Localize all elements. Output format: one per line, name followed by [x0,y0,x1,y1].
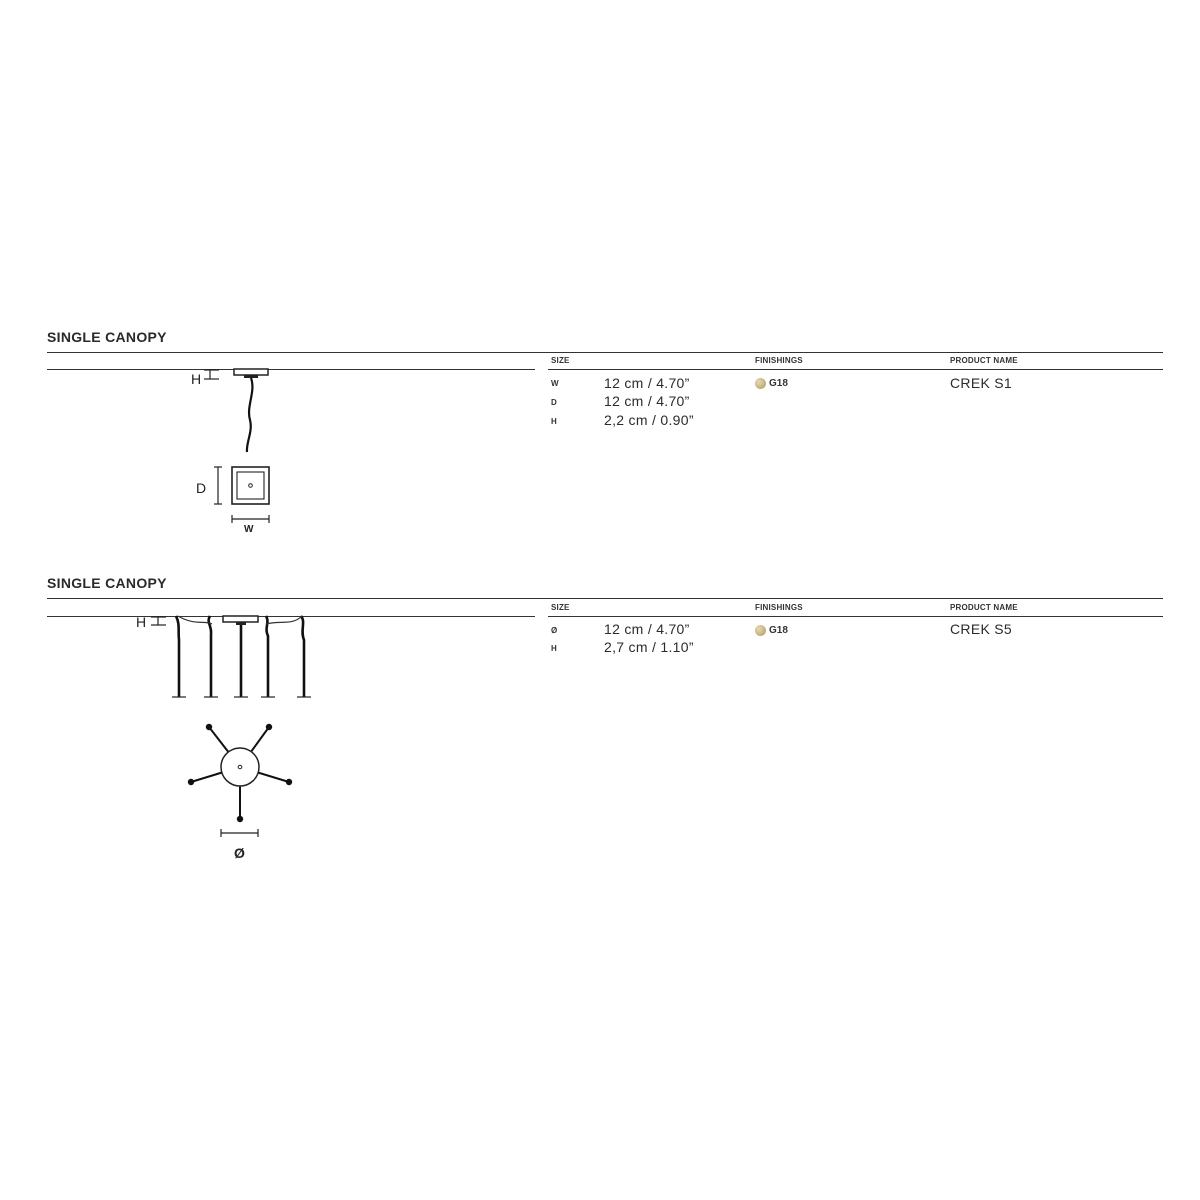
finishings-header: FINISHINGS [755,356,803,365]
width-label: W [244,524,254,535]
canopy-side [223,616,258,622]
product-name: CREK S1 [950,375,1013,391]
dimension-value: 12 cm / 4.70” [604,621,690,637]
product-name: CREK S5 [950,621,1013,637]
product-name-header: PRODUCT NAME [950,603,1018,612]
pendant-rod [301,616,304,697]
height-label: H [136,614,147,630]
dimension-value: 12 cm / 4.70” [604,375,690,391]
product-name-header: PRODUCT NAME [950,356,1018,365]
finish-code: G18 [769,378,788,389]
pendant-rod [266,616,268,697]
dimension-value: 2,2 cm / 0.90” [604,412,694,428]
pendant-rod [176,616,179,697]
finish-code: G18 [769,625,788,636]
dimension-key: D [551,398,557,407]
dimension-value: 2,7 cm / 1.10” [604,639,694,655]
finishings-header: FINISHINGS [755,603,803,612]
height-label: H [191,371,202,387]
diameter-label: Ø [234,845,245,861]
pendant-rod [209,616,212,697]
canopy-top-view [188,724,292,822]
section-title: SINGLE CANOPY [47,329,167,345]
dimension-key: H [551,644,557,653]
depth-label: D [196,480,207,496]
dimension-key: W [551,379,559,388]
dimension-value: 12 cm / 4.70” [604,393,690,409]
size-header: SIZE [551,603,570,612]
dimension-key: H [551,417,557,426]
dimension-key: Ø [551,626,558,635]
section-title: SINGLE CANOPY [47,575,167,591]
size-header: SIZE [551,356,570,365]
